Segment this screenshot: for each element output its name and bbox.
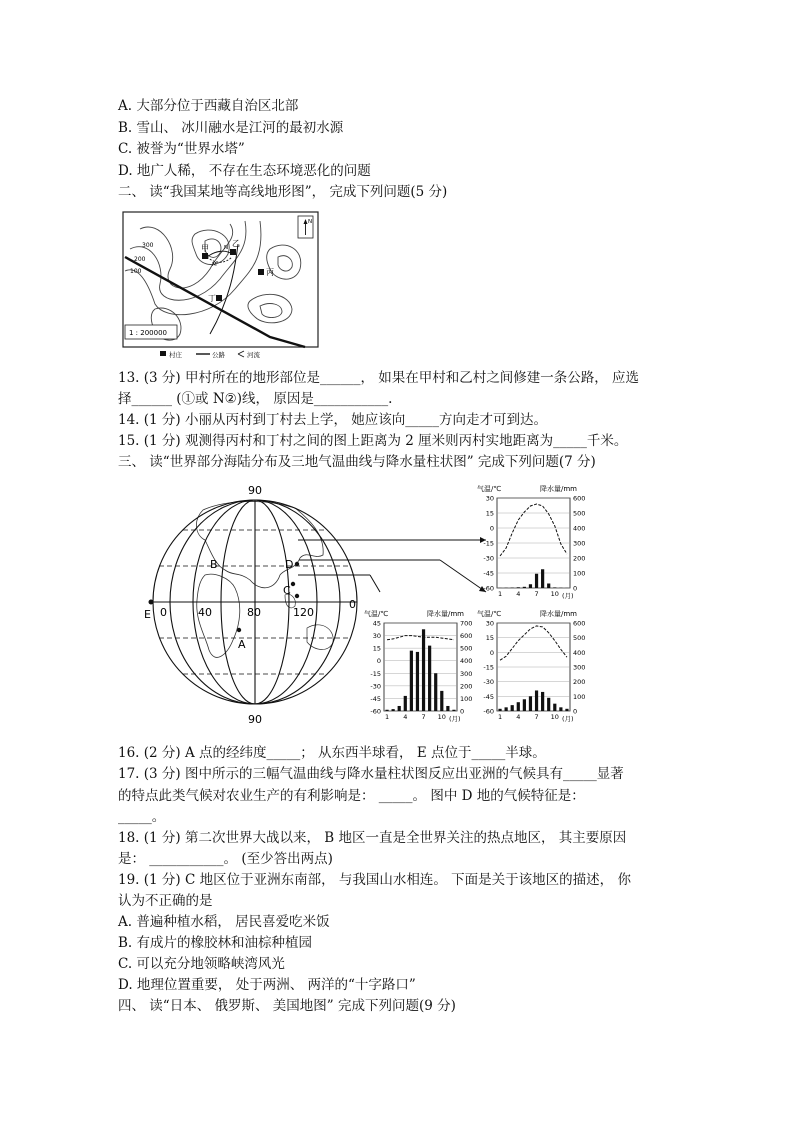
chart-month-tick: 4 <box>403 713 408 721</box>
climate-chart-d <box>475 482 600 602</box>
chart-temp-tick: 30 <box>485 619 494 628</box>
precip-bar <box>416 652 419 711</box>
chart-temp-title: 气温/℃ <box>477 485 502 493</box>
precip-bar <box>404 696 407 711</box>
globe-point-e: E <box>144 608 151 621</box>
chart-month-tick: 10 <box>550 590 559 598</box>
precip-bar <box>565 709 568 711</box>
q12-option-d: D. 地广人稀， 不存在生态环境恶化的问题 <box>118 163 371 179</box>
chart-month-tick: 7 <box>421 713 426 721</box>
chart-month-tick: 10 <box>437 713 446 721</box>
precip-bar <box>434 673 437 711</box>
q13-line1: 13. (3 分) 甲村所在的地形部位是______， 如果在甲村和乙村之间修建一条公路， 应选 <box>118 370 640 386</box>
q19-line1: 19. (1 分) C 地区位于亚洲东南部， 与我国山水相连。 下面是关于该地区的描述， 你 <box>118 872 631 888</box>
precip-bar <box>553 587 556 588</box>
q12-option-a: A. 大部分位于西藏自治区北部 <box>118 98 299 114</box>
precip-bar <box>498 709 501 711</box>
precip-bar <box>541 569 544 588</box>
globe-lon-80: 80 <box>247 606 261 619</box>
chart-temp-tick: 30 <box>372 632 381 641</box>
chart-precip-tick: 500 <box>460 644 473 653</box>
globe-point-a: A <box>238 638 246 651</box>
q15: 15. (1 分) 观测得丙村和丁村之间的图上距离为 2 厘米则丙村实地距离为_____千米。 <box>118 433 628 449</box>
chart-month-tick: 4 <box>516 590 521 598</box>
precip-bar <box>529 584 532 588</box>
chart-precip-tick: 0 <box>460 707 465 716</box>
chart-frame <box>384 623 457 711</box>
chart-temp-tick: -15 <box>483 663 494 672</box>
section2-heading: 二、 读“我国某地等高线地形图”， 完成下列问题(5 分) <box>118 184 448 200</box>
village-yi-label: 乙 <box>232 239 240 248</box>
chart-precip-title: 降水量/mm <box>540 610 577 618</box>
precip-bar <box>440 691 443 711</box>
chart-temp-tick: -45 <box>370 694 381 703</box>
chart-precip-tick: 500 <box>573 634 586 643</box>
precip-bar <box>517 702 520 711</box>
chart-month-unit: (月) <box>562 592 574 600</box>
chart-temp-tick: -15 <box>370 669 381 678</box>
globe-lon-0-right: 0 <box>349 598 356 611</box>
chart-temp-tick: 15 <box>372 644 381 653</box>
precip-bar <box>559 707 562 711</box>
precip-bar <box>535 690 538 711</box>
chart-precip-tick: 100 <box>460 694 473 703</box>
chart-temp-tick: 15 <box>485 634 494 643</box>
chart-month-unit: (月) <box>562 715 574 723</box>
precip-bar <box>523 587 526 588</box>
chart-month-tick: 1 <box>497 713 503 721</box>
chart-temp-tick: 15 <box>485 509 494 518</box>
chart-precip-tick: 400 <box>573 648 586 657</box>
globe-point-c: C <box>283 584 291 597</box>
precip-bar <box>452 710 455 711</box>
chart-precip-tick: 100 <box>573 692 586 701</box>
q12-option-b: B. 雪山、 冰川融水是江河的最初水源 <box>118 120 344 136</box>
section4-heading: 四、 读“日本、 俄罗斯、 美国地图” 完成下列问题(9 分) <box>118 998 456 1014</box>
chart-temp-title: 气温/℃ <box>364 610 389 618</box>
globe-lon-40: 40 <box>198 606 212 619</box>
chart-temp-tick: -45 <box>483 692 494 701</box>
q13-line2: 择______ (①或 N②)线， 原因是___________. <box>118 391 393 407</box>
chart-month-tick: 1 <box>497 590 503 598</box>
contour-label-200: 200 <box>134 256 146 263</box>
chart-precip-tick: 500 <box>573 509 586 518</box>
chart-precip-tick: 300 <box>573 663 586 672</box>
precip-bar <box>541 692 544 711</box>
precip-bar <box>428 646 431 711</box>
chart-temp-tick: -60 <box>370 707 381 716</box>
village-jia-marker <box>202 253 208 259</box>
q19-option-d: D. 地理位置重要， 处于两洲、 两洋的“十字路口” <box>118 977 416 993</box>
precip-bar <box>505 707 508 711</box>
q17-line2: 的特点此类气候对农业生产的有利影响是： _____。 图中 D 地的气候特征是： <box>118 788 585 804</box>
q19-option-a: A. 普遍种植水稻， 居民喜爱吃米饭 <box>118 914 330 930</box>
precip-bar <box>547 698 550 711</box>
chart-temp-tick: 45 <box>372 619 381 628</box>
chart-precip-tick: 0 <box>573 707 578 716</box>
chart-precip-tick: 200 <box>460 682 473 691</box>
chart-month-tick: 4 <box>516 713 521 721</box>
chart-temp-title: 气温/℃ <box>477 610 502 618</box>
precip-bar <box>517 587 520 588</box>
q17-line1: 17. (3 分) 图中所示的三幅气温曲线与降水量柱状图反应出亚洲的气候具有_____显著 <box>118 766 624 782</box>
chart-precip-tick: 300 <box>573 539 586 548</box>
precip-bar <box>523 699 526 711</box>
chart-precip-tick: 200 <box>573 678 586 687</box>
q12-option-c: C. 被誉为“世界水塔” <box>118 141 245 157</box>
contour-map <box>120 209 330 361</box>
q18-line1: 18. (1 分) 第二次世界大战以来， B 地区一直是全世界关注的热点地区， 其主要原因 <box>118 830 627 846</box>
precip-bar <box>410 651 413 711</box>
map-scale: 1 : 200000 <box>129 329 167 337</box>
precip-bar <box>385 710 388 711</box>
chart-temp-tick: 0 <box>489 524 494 533</box>
precip-bar <box>547 584 550 589</box>
chart-precip-title: 降水量/mm <box>540 485 577 493</box>
north-label: N <box>308 219 313 225</box>
route-label-n: N <box>224 245 229 251</box>
globe-lat-top: 90 <box>248 484 262 497</box>
village-bing-label: 丙 <box>266 268 274 277</box>
chart-month-tick: 1 <box>384 713 390 721</box>
precip-bar <box>553 704 556 711</box>
precip-bar <box>392 709 395 711</box>
chart-temp-tick: -60 <box>483 707 494 716</box>
village-jia-label: 甲 <box>201 244 209 253</box>
chart-temp-tick: -30 <box>483 554 494 563</box>
contour-label-100: 100 <box>130 268 142 275</box>
chart-temp-tick: -30 <box>483 678 494 687</box>
globe-lon-0-left: 0 <box>160 606 167 619</box>
chart-month-tick: 7 <box>534 713 539 721</box>
section3-heading: 三、 读“世界部分海陆分布及三地气温曲线与降水量柱状图” 完成下列问题(7 分) <box>118 454 596 470</box>
chart-precip-tick: 600 <box>573 619 586 628</box>
chart-precip-tick: 400 <box>573 524 586 533</box>
village-ding-label: 丁 <box>208 294 216 303</box>
village-yi-marker <box>230 249 236 255</box>
chart-temp-tick: 0 <box>376 657 381 666</box>
chart-temp-tick: 0 <box>489 648 494 657</box>
precip-bar <box>398 706 401 711</box>
q16: 16. (2 分) A 点的经纬度_____； 从东西半球看， E 点位于_____半球。 <box>118 745 546 761</box>
connector-lines <box>290 530 490 600</box>
chart-temp-tick: -45 <box>483 569 494 578</box>
globe-point-b: B <box>210 558 218 571</box>
chart-month-unit: (月) <box>449 715 461 723</box>
globe-lon-120: 120 <box>293 606 314 619</box>
q14: 14. (1 分) 小丽从丙村到丁村去上学， 她应该向_____方向走才可到达。 <box>118 412 548 428</box>
chart-precip-tick: 700 <box>460 619 473 628</box>
q19-option-c: C. 可以充分地领略峡湾风光 <box>118 956 285 972</box>
q18-line2: 是： ___________。 (至少答出两点) <box>118 851 333 867</box>
precip-bar <box>446 706 449 711</box>
globe-point-d: D <box>285 558 294 571</box>
chart-temp-tick: -30 <box>370 682 381 691</box>
chart-precip-tick: 600 <box>460 632 473 641</box>
legend-road: 公路 <box>212 351 225 359</box>
route-label-m: M <box>212 262 217 268</box>
precip-bar <box>511 705 514 711</box>
q19-option-b: B. 有成片的橡胶林和油棕种植园 <box>118 935 313 951</box>
chart-temp-tick: 30 <box>485 494 494 503</box>
chart-month-tick: 7 <box>534 590 539 598</box>
legend-village: 村庄 <box>169 351 182 359</box>
village-bing-marker <box>258 269 264 275</box>
chart-precip-tick: 400 <box>460 657 473 666</box>
village-ding-marker <box>216 295 222 301</box>
chart-precip-tick: 300 <box>460 669 473 678</box>
legend-river: 河流 <box>247 351 260 359</box>
chart-temp-tick: -15 <box>483 539 494 548</box>
precip-bar <box>535 574 538 588</box>
globe-map <box>135 480 375 725</box>
chart-month-tick: 10 <box>550 713 559 721</box>
globe-lat-bottom: 90 <box>248 713 262 725</box>
contour-label-300: 300 <box>142 242 154 249</box>
q17-line3: _____。 <box>118 809 166 825</box>
chart-precip-tick: 100 <box>573 569 586 578</box>
chart-precip-title: 降水量/mm <box>427 610 464 618</box>
chart-temp-tick: -60 <box>483 584 494 593</box>
precip-bar <box>529 696 532 711</box>
chart-precip-tick: 0 <box>573 584 578 593</box>
chart-precip-tick: 200 <box>573 554 586 563</box>
climate-chart-c <box>362 607 487 725</box>
q19-line2: 认为不正确的是 <box>118 893 213 909</box>
chart-precip-tick: 600 <box>573 494 586 503</box>
climate-chart-b <box>475 607 600 725</box>
precip-bar <box>422 629 425 711</box>
